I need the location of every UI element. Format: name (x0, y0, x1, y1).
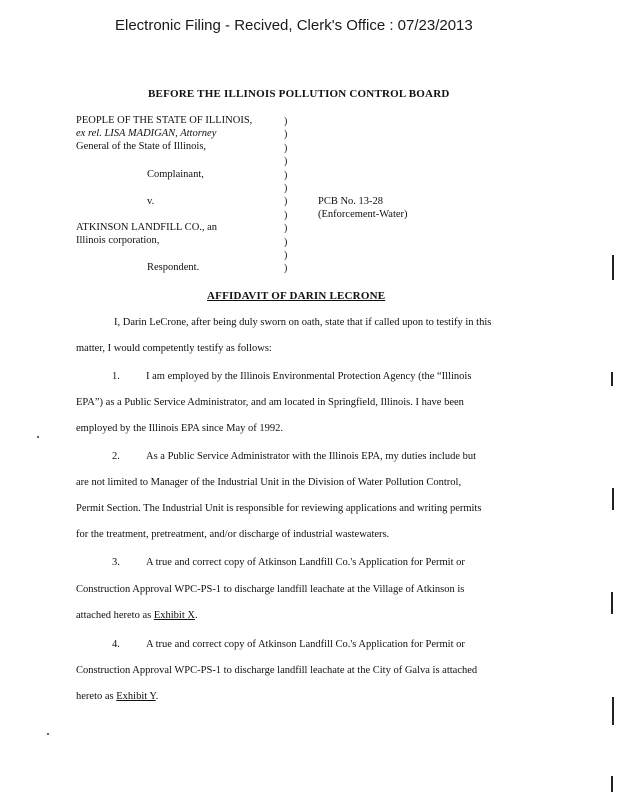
paragraph-line: A true and correct copy of Atkinson Landfill Co.'s Application for Permit or (146, 639, 465, 650)
paragraph-number: 1. (112, 371, 120, 382)
paragraph-line: attached hereto as Exhibit X. (76, 610, 198, 621)
scan-mark (612, 255, 614, 280)
paragraph-line: are not limited to Manager of the Industrial Unit in the Division of Water Pollution Control, (76, 477, 462, 488)
affidavit-title: AFFIDAVIT OF DARIN LECRONE (207, 290, 386, 302)
paragraph-line: I am employed by the Illinois Environmental Protection Agency (the “Illinois (146, 371, 472, 382)
defendant-line: Illinois corporation, (76, 235, 160, 246)
scan-mark (611, 592, 613, 614)
plaintiff-line: General of the State of Illinois, (76, 141, 207, 152)
versus-label: v. (147, 196, 155, 207)
paragraph-number: 3. (112, 557, 120, 568)
paragraph-number: 2. (112, 451, 120, 462)
scan-mark (612, 697, 614, 725)
plaintiff-line: ex rel. LISA MADIGAN, Attorney (76, 128, 217, 139)
paragraph-number: 4. (112, 639, 120, 650)
respondent-label: Respondent. (147, 262, 200, 273)
paragraph-line: for the treatment, pretreatment, and/or discharge of industrial wastewaters. (76, 529, 390, 540)
exhibit-y-link: Exhibit Y (116, 691, 156, 702)
plaintiff-line: PEOPLE OF THE STATE OF ILLINOIS, (76, 115, 253, 126)
complainant-label: Complainant, (147, 169, 204, 180)
paragraph-line: hereto as Exhibit Y. (76, 691, 159, 702)
filing-stamp: Electronic Filing - Recived, Clerk's Office : 07/23/2013 (115, 17, 473, 34)
paragraph-line: Construction Approval WPC-PS-1 to discharge landfill leachate at the City of Galva is attached (76, 665, 478, 676)
scan-dot (47, 733, 49, 735)
intro-line: I, Darin LeCrone, after being duly sworn on oath, state that if called upon to testify in this (114, 317, 492, 328)
case-type: (Enforcement-Water) (318, 209, 408, 220)
case-number: PCB No. 13-28 (318, 196, 384, 207)
board-title: BEFORE THE ILLINOIS POLLUTION CONTROL BOARD (148, 88, 450, 100)
paragraph-line: Permit Section. The Industrial Unit is responsible for reviewing applications and writing permits (76, 503, 482, 514)
defendant-line: ATKINSON LANDFILL CO., an (76, 222, 218, 233)
paragraph-line: EPA”) as a Public Service Administrator, and am located in Springfield, Illinois. I have been (76, 397, 464, 408)
paragraph-line: As a Public Service Administrator with the Illinois EPA, my duties include but (146, 451, 477, 462)
paragraph-line: A true and correct copy of Atkinson Landfill Co.'s Application for Permit or (146, 557, 465, 568)
paragraph-line: Construction Approval WPC-PS-1 to discharge landfill leachate at the Village of Atkinson is (76, 584, 465, 595)
caption-brackets: ) ) ) ) ) ) ) ) ) ) ) ) (284, 116, 288, 275)
exhibit-x-link: Exhibit X (153, 610, 195, 621)
scan-mark (611, 372, 613, 386)
paragraph-line: employed by the Illinois EPA since May of 1992. (76, 423, 283, 434)
scan-dot (37, 436, 39, 438)
scan-mark (612, 488, 614, 510)
scan-mark (611, 776, 613, 792)
intro-line: matter, I would competently testify as follows: (76, 343, 272, 354)
